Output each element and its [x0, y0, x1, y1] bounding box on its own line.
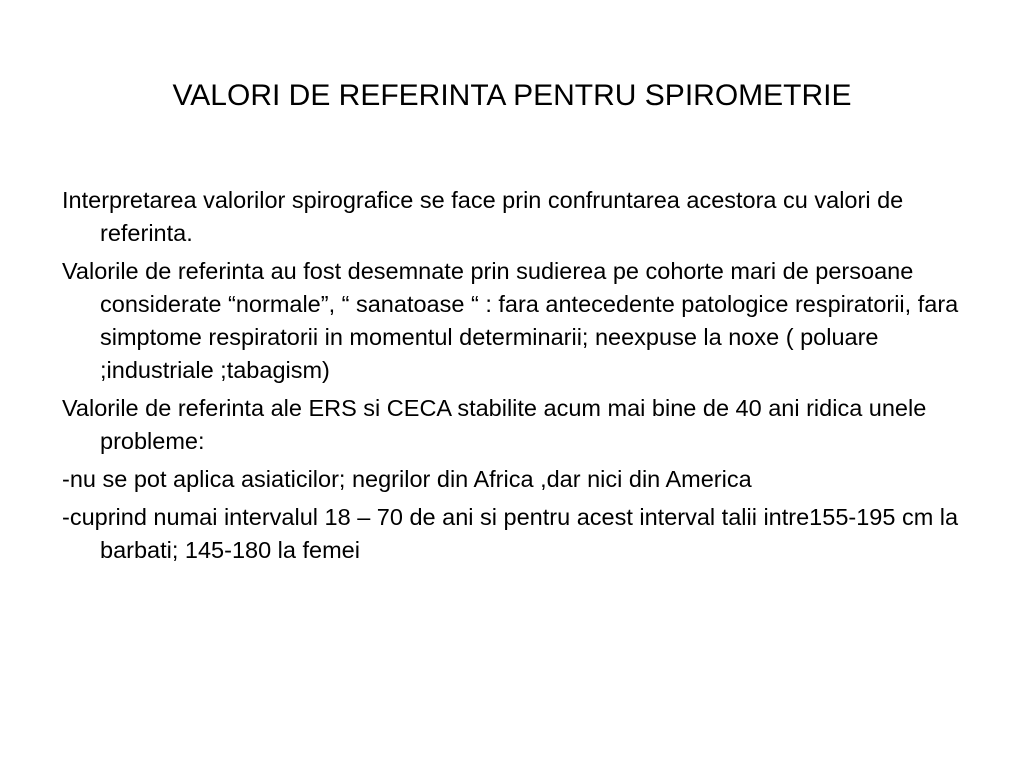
paragraph-age-height-range: -cuprind numai intervalul 18 – 70 de ani si pentru acest interval talii intre155-195 cm la barbati; 145-180 la femei: [62, 504, 959, 563]
paragraph-not-applicable: -nu se pot aplica asiaticilor; negrilor din Africa ,dar nici din America: [62, 466, 752, 492]
slide-title: VALORI DE REFERINTA PENTRU SPIROMETRIE: [172, 79, 852, 112]
paragraph-reference-values: Valorile de referinta au fost desemnate prin sudierea pe cohorte mari de persoane considerate “normale”, “ sanatoase “ : fara antecedente patologice respiratorii, fara simptome respiratorii in momentul determinarii; neexpuse la noxe ( poluare ;industriale ;tabagism): [62, 258, 959, 383]
paragraph-interpretation: Interpretarea valorilor spirografice se face prin confruntarea acestora cu valori de referinta.: [62, 187, 904, 246]
slide-body: [62, 184, 972, 572]
paragraph-ers-ceca: Valorile de referinta ale ERS si CECA stabilite acum mai bine de 40 ani ridica unele probleme:: [62, 395, 927, 454]
